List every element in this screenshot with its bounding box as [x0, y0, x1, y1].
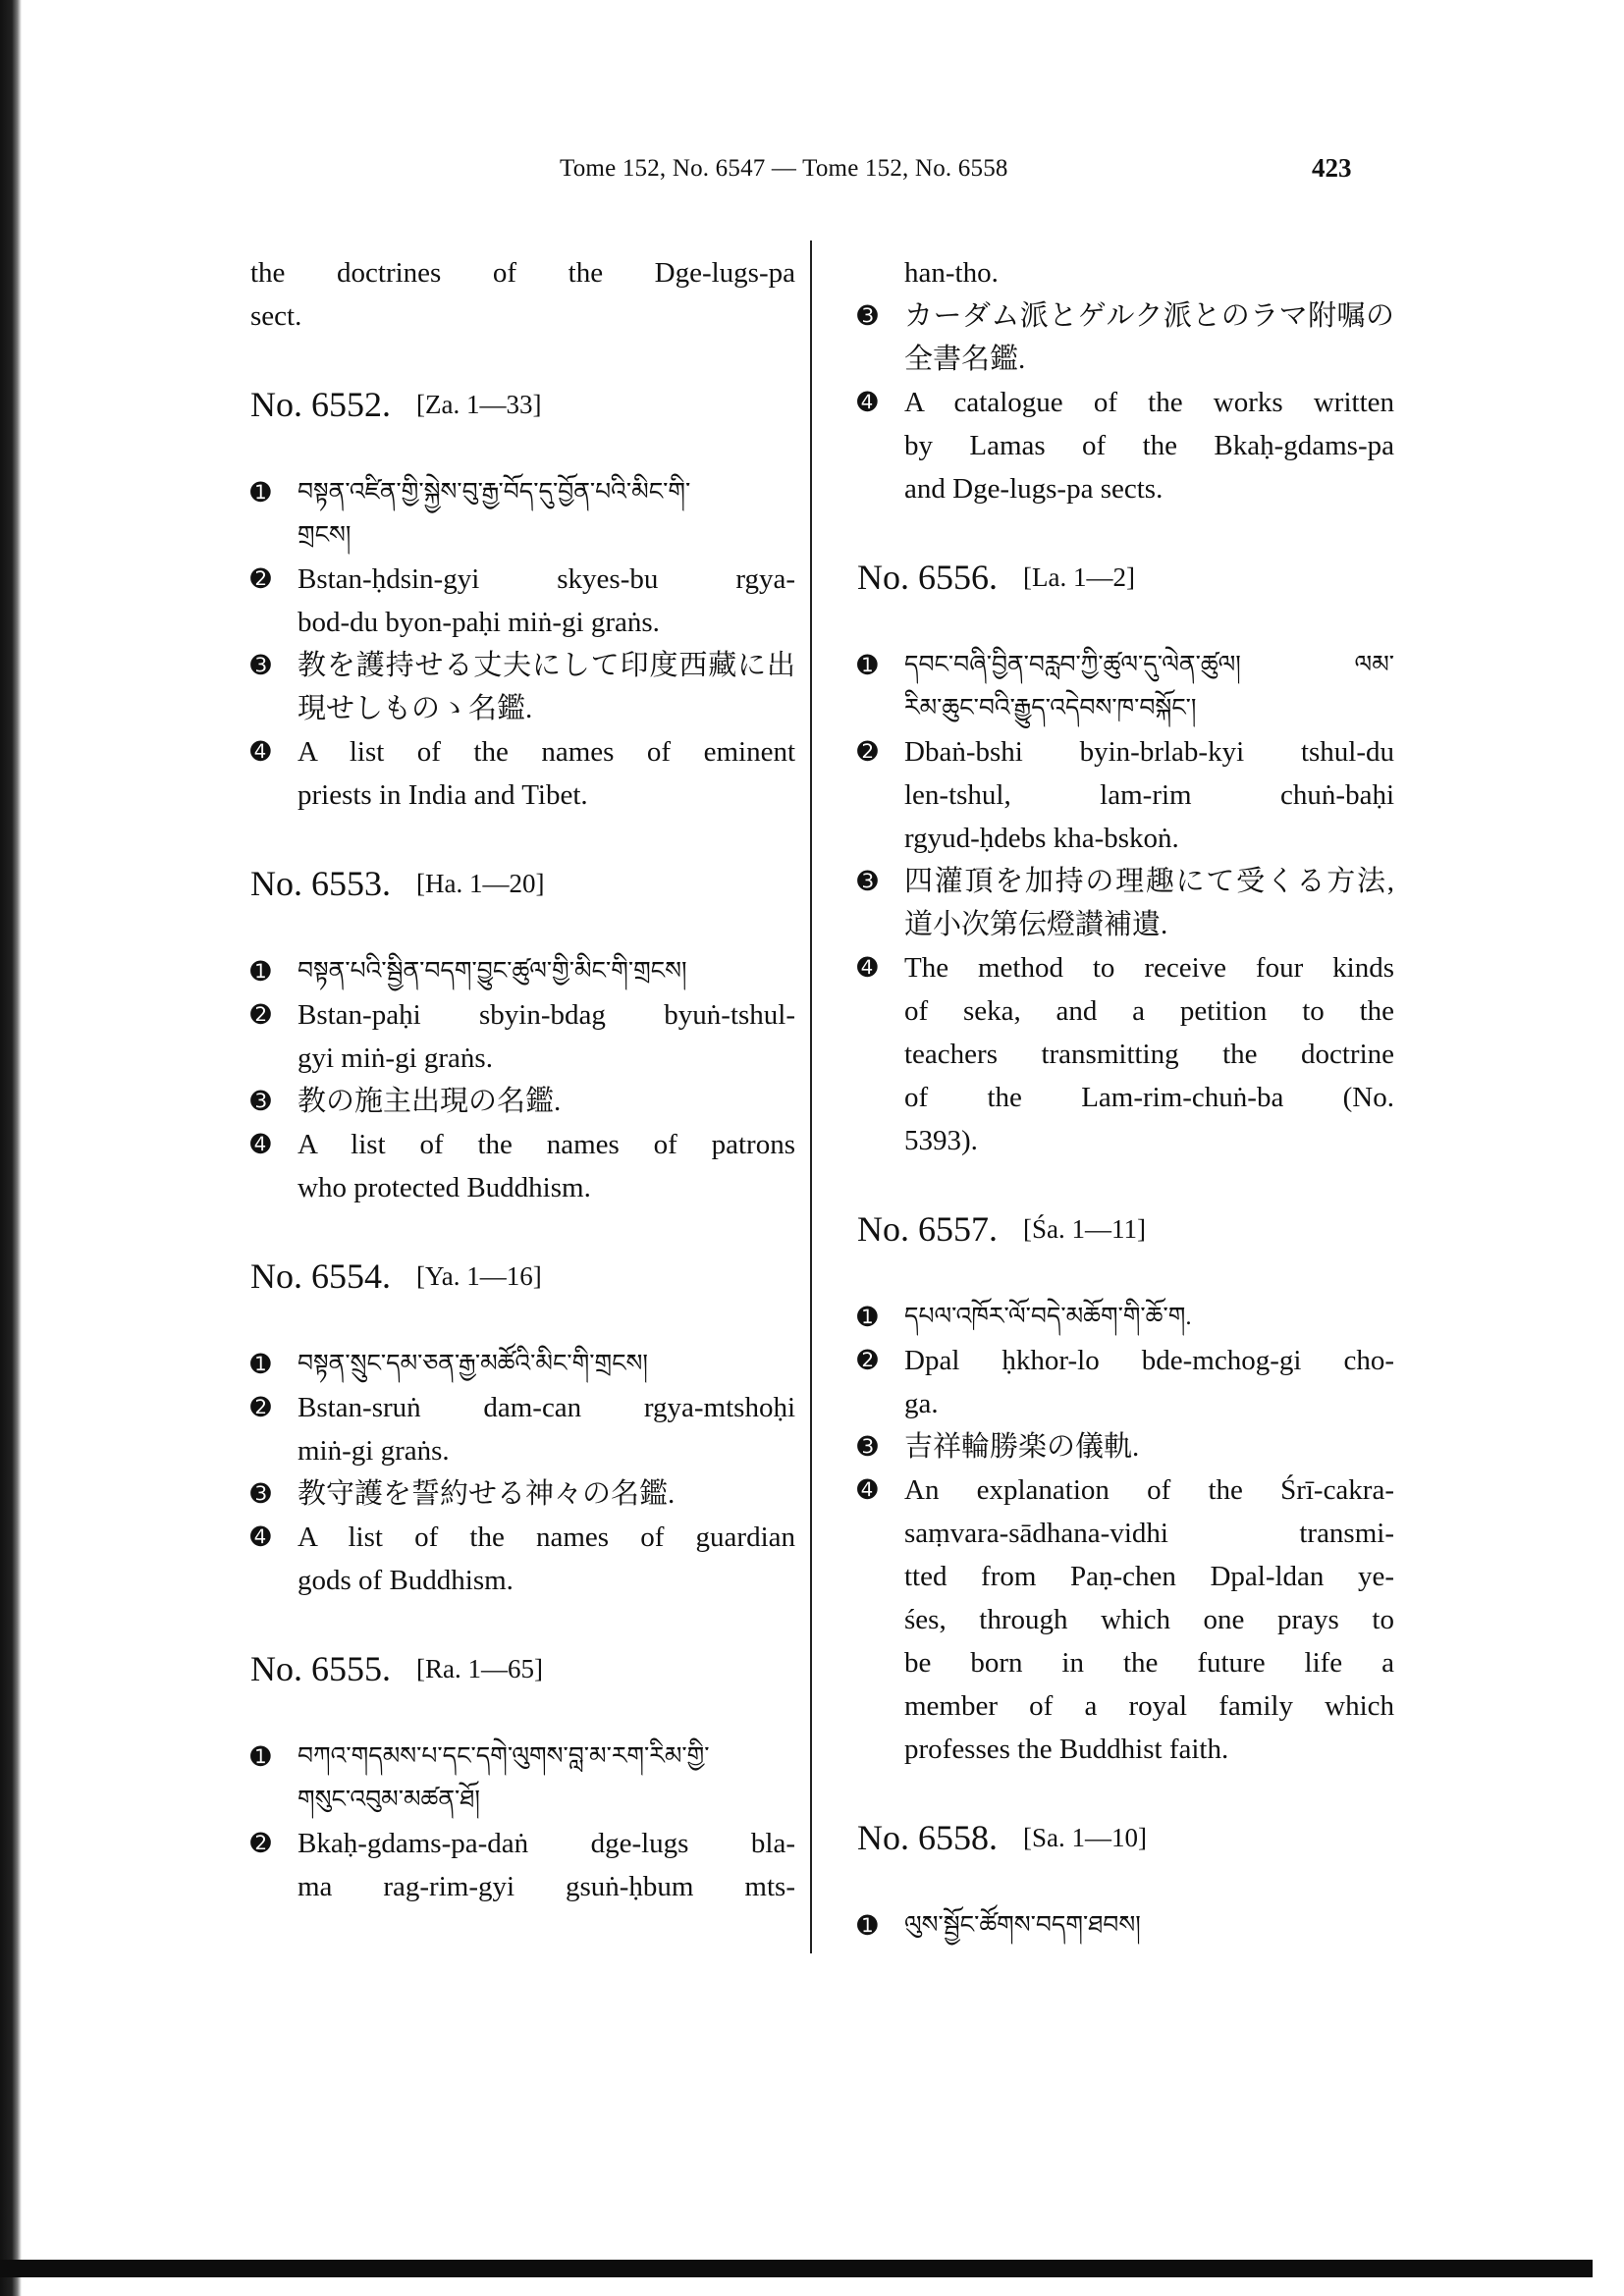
entry-heading — [857, 1207, 1394, 1251]
entry-reference: [Ra. 1—65] — [416, 1654, 543, 1683]
item-number-marker: ➋ — [857, 737, 878, 766]
text-line: miṅ-gi graṅs. — [298, 1435, 450, 1467]
item-body — [298, 1472, 795, 1516]
entry-item — [250, 1516, 795, 1602]
text-line: 5393). — [904, 1125, 978, 1156]
column-divider — [810, 240, 812, 1953]
text-line: 教守護を誓約せる神々の名鑑. — [298, 1478, 676, 1510]
right-column — [857, 251, 1394, 1948]
tibetan-title-line: བསྟན་པའི་སྦྱིན་བདག་བྱུང་ཚུལ་གྱི་མིང་གི་གྲངས། — [298, 958, 687, 985]
item-body — [904, 251, 1394, 294]
item-body — [904, 1468, 1394, 1771]
entry-item — [250, 950, 795, 993]
page-number: 423 — [1312, 153, 1352, 183]
item-number-marker: ➌ — [250, 1479, 271, 1508]
item-body — [250, 251, 795, 338]
item-body — [904, 946, 1394, 1162]
text-line: śes, through which one prays to — [904, 1604, 1394, 1635]
item-number-marker: ➍ — [250, 1522, 271, 1551]
entry-reference: [Sa. 1—10] — [1023, 1823, 1147, 1852]
item-number-marker: ➍ — [857, 388, 878, 416]
text-line: teachers transmitting the doctrine — [904, 1039, 1394, 1070]
text-line: by Lamas of the Bkaḥ-gdams-pa — [904, 430, 1394, 461]
entry-reference: [Ha. 1—20] — [416, 869, 545, 898]
item-body — [904, 381, 1394, 510]
tibetan-title-line: བཀའ་གདམས་པ་དང་དགེ་ལུགས་བླ་མ་རག་རིམ་གྱི་ — [298, 1743, 710, 1770]
text-line: han-tho. — [904, 257, 999, 289]
entry-number: No. 6553. — [250, 864, 391, 903]
item-number-marker: ➌ — [857, 867, 878, 895]
item-body — [904, 294, 1394, 381]
entry-item — [857, 1904, 1394, 1948]
item-number-marker: ➊ — [250, 478, 271, 507]
tibetan-title-line: དཔལ་འཁོར་ལོ་བདེ་མཆོག་གི་ཆོ་ག. — [904, 1304, 1192, 1330]
text-line: 全書名鑑. — [904, 344, 1026, 375]
scan-edge — [0, 0, 22, 2296]
left-column — [250, 251, 795, 1908]
text-line: 現せしものゝ名鑑. — [298, 693, 533, 724]
continued-text — [904, 251, 1394, 294]
text-line: カーダム派とゲルク派とのラマ附嘱の — [904, 300, 1394, 332]
entry-heading — [250, 862, 795, 905]
item-body — [298, 558, 795, 644]
entry-heading — [857, 556, 1394, 599]
entry-item — [857, 1339, 1394, 1425]
text-line: Bstan-ḥdsin-gyi skyes-bu rgya- — [298, 563, 795, 595]
entry-item — [250, 1080, 795, 1123]
entry-number: No. 6552. — [250, 385, 391, 424]
text-line: professes the Buddhist faith. — [904, 1734, 1229, 1765]
item-body — [298, 993, 795, 1080]
text-line: rgyud-ḥdebs kha-bskoṅ. — [904, 823, 1179, 854]
item-body — [298, 1735, 795, 1822]
item-number-marker: ➍ — [857, 953, 878, 982]
entry-number: No. 6555. — [250, 1649, 391, 1688]
running-head: Tome 152, No. 6547 — Tome 152, No. 6558 — [560, 155, 1008, 182]
entry-item — [857, 860, 1394, 946]
text-line: gyi miṅ-gi graṅs. — [298, 1042, 493, 1074]
entry-item — [250, 1822, 795, 1908]
text-line: 四灌頂を加持の理趣にて受くる方法, — [904, 866, 1394, 897]
item-body — [298, 1123, 795, 1209]
item-number-marker: ➍ — [250, 1130, 271, 1158]
text-line: who protected Buddhism. — [298, 1172, 591, 1203]
item-body — [298, 950, 795, 993]
item-body — [904, 730, 1394, 860]
item-body — [298, 1343, 795, 1386]
item-body — [298, 1080, 795, 1123]
text-line: ga. — [904, 1388, 939, 1419]
text-line: saṃvara-sādhana-vidhi transmi- — [904, 1518, 1394, 1549]
item-number-marker: ➌ — [250, 1087, 271, 1115]
entry-number: No. 6557. — [857, 1209, 998, 1249]
entry-item — [250, 730, 795, 817]
entry-item — [250, 471, 795, 558]
item-body — [298, 644, 795, 730]
tibetan-title-line: བསྟན་སྲུང་དམ་ཅན་རྒྱ་མཚོའི་མིང་གི་གྲངས། — [298, 1351, 648, 1377]
item-body — [904, 860, 1394, 946]
entry-item — [857, 1468, 1394, 1771]
text-line: 教の施主出現の名鑑. — [298, 1086, 562, 1117]
text-line: Bkaḥ-gdams-pa-daṅ dge-lugs bla- — [298, 1828, 795, 1859]
item-number-marker: ➍ — [250, 737, 271, 766]
entry-item — [250, 1123, 795, 1209]
tibetan-title-line: བསྟན་འཛིན་གྱི་སྐྱེས་བུ་རྒྱ་བོད་དུ་བྱོན་པའི་མིང་གི་ — [298, 479, 691, 506]
item-number-marker: ➊ — [857, 1303, 878, 1331]
text-line: Bstan-sruṅ dam-can rgya-mtshoḥi — [298, 1392, 795, 1423]
text-line: 吉祥輪勝楽の儀軌. — [904, 1431, 1140, 1463]
item-body — [298, 471, 795, 558]
entry-heading — [250, 383, 795, 426]
text-line: bod-du byon-paḥi miṅ-gi graṅs. — [298, 607, 660, 638]
item-number-marker: ➋ — [250, 1000, 271, 1029]
text-line: 道小次第伝燈讃補遺. — [904, 909, 1168, 940]
text-line: ma rag-rim-gyi gsuṅ-ḥbum mts- — [298, 1871, 795, 1902]
entry-item — [250, 644, 795, 730]
item-body — [298, 730, 795, 817]
entry-item — [857, 1425, 1394, 1468]
tibetan-title-line: གསུང་འབུམ་མཚན་ཐོ། — [298, 1787, 480, 1813]
item-number-marker: ➊ — [250, 1350, 271, 1378]
text-line: and Dge-lugs-pa sects. — [904, 473, 1164, 505]
tibetan-title-line: ལུས་སྦྱོང་ཚོགས་བདག་ཐབས། — [904, 1912, 1141, 1939]
item-body — [904, 1425, 1394, 1468]
item-number-marker: ➍ — [857, 1475, 878, 1504]
entry-reference: [La. 1—2] — [1023, 562, 1135, 592]
entry-heading — [250, 1255, 795, 1298]
item-number-marker: ➋ — [857, 1346, 878, 1374]
item-body — [298, 1516, 795, 1602]
item-number-marker: ➋ — [250, 1829, 271, 1857]
text-line: be born in the future life a — [904, 1647, 1394, 1679]
entry-item — [857, 1296, 1394, 1339]
item-number-marker: ➌ — [250, 651, 271, 679]
entry-item — [250, 1343, 795, 1386]
item-body — [298, 1822, 795, 1908]
text-line: A catalogue of the works written — [904, 387, 1394, 418]
text-line: of the Lam-rim-chuṅ-ba (No. — [904, 1082, 1394, 1113]
item-number-marker: ➊ — [857, 1911, 878, 1940]
entry-item — [857, 946, 1394, 1162]
item-body — [904, 1904, 1394, 1948]
entry-reference: [Śa. 1—11] — [1023, 1214, 1146, 1244]
item-number-marker: ➋ — [250, 1393, 271, 1421]
item-body — [904, 1339, 1394, 1425]
text-line: A list of the names of eminent — [298, 736, 795, 768]
text-line: the doctrines of the Dge-lugs-pa — [250, 257, 795, 289]
entry-item — [857, 730, 1394, 860]
text-line: A list of the names of guardian — [298, 1522, 795, 1553]
item-number-marker: ➊ — [857, 651, 878, 679]
text-line: An explanation of the Śrī-cakra- — [904, 1474, 1394, 1506]
item-body — [298, 1386, 795, 1472]
text-line: member of a royal family which — [904, 1690, 1394, 1722]
text-line: priests in India and Tibet. — [298, 779, 588, 811]
tibetan-title-line: གྲངས། — [298, 522, 352, 549]
tibetan-title-line: དབང་བཞི་བྱིན་བརླབ་ཀྱི་ཚུལ་དུ་ལེན་ཚུལ། ལམ་ — [904, 652, 1394, 678]
entry-number: No. 6556. — [857, 558, 998, 597]
entry-item — [250, 558, 795, 644]
continued-text — [250, 251, 795, 338]
scan-bottom-bar — [0, 2260, 1593, 2277]
text-line: Dbaṅ-bshi byin-brlab-kyi tshul-du — [904, 736, 1394, 768]
text-line: tted from Paṇ-chen Dpal-ldan ye- — [904, 1561, 1394, 1592]
entry-number: No. 6558. — [857, 1818, 998, 1857]
entry-item — [857, 294, 1394, 381]
item-number-marker: ➋ — [250, 564, 271, 593]
text-line: Bstan-paḥi sbyin-bdag byuṅ-tshul- — [298, 999, 795, 1031]
entry-item — [250, 993, 795, 1080]
entry-item — [250, 1386, 795, 1472]
item-number-marker: ➌ — [857, 1432, 878, 1461]
entry-number: No. 6554. — [250, 1256, 391, 1296]
text-line: 教を護持せる丈夫にして印度西藏に出 — [298, 650, 795, 681]
entry-heading — [250, 1647, 795, 1690]
entry-item — [857, 381, 1394, 510]
item-body — [904, 644, 1394, 730]
item-body — [904, 1296, 1394, 1339]
item-number-marker: ➊ — [250, 957, 271, 986]
text-line: Dpal ḥkhor-lo bde-mchog-gi cho- — [904, 1345, 1394, 1376]
item-number-marker: ➌ — [857, 301, 878, 330]
entry-heading — [857, 1816, 1394, 1859]
entry-item — [250, 1472, 795, 1516]
entry-item — [250, 1735, 795, 1822]
text-line: len-tshul, lam-rim chuṅ-baḥi — [904, 779, 1394, 811]
text-line: A list of the names of patrons — [298, 1129, 795, 1160]
tibetan-title-line: རིམ་ཆུང་བའི་རྒྱུད་འདེབས་ཁ་བསྐོང་། — [904, 695, 1197, 721]
item-number-marker: ➊ — [250, 1742, 271, 1771]
text-line: The method to receive four kinds — [904, 952, 1394, 984]
entry-reference: [Ya. 1—16] — [416, 1261, 542, 1291]
text-line: of seka, and a petition to the — [904, 995, 1394, 1027]
entry-reference: [Za. 1—33] — [416, 390, 542, 419]
text-line: gods of Buddhism. — [298, 1565, 514, 1596]
entry-item — [857, 644, 1394, 730]
text-line: sect. — [250, 300, 302, 332]
